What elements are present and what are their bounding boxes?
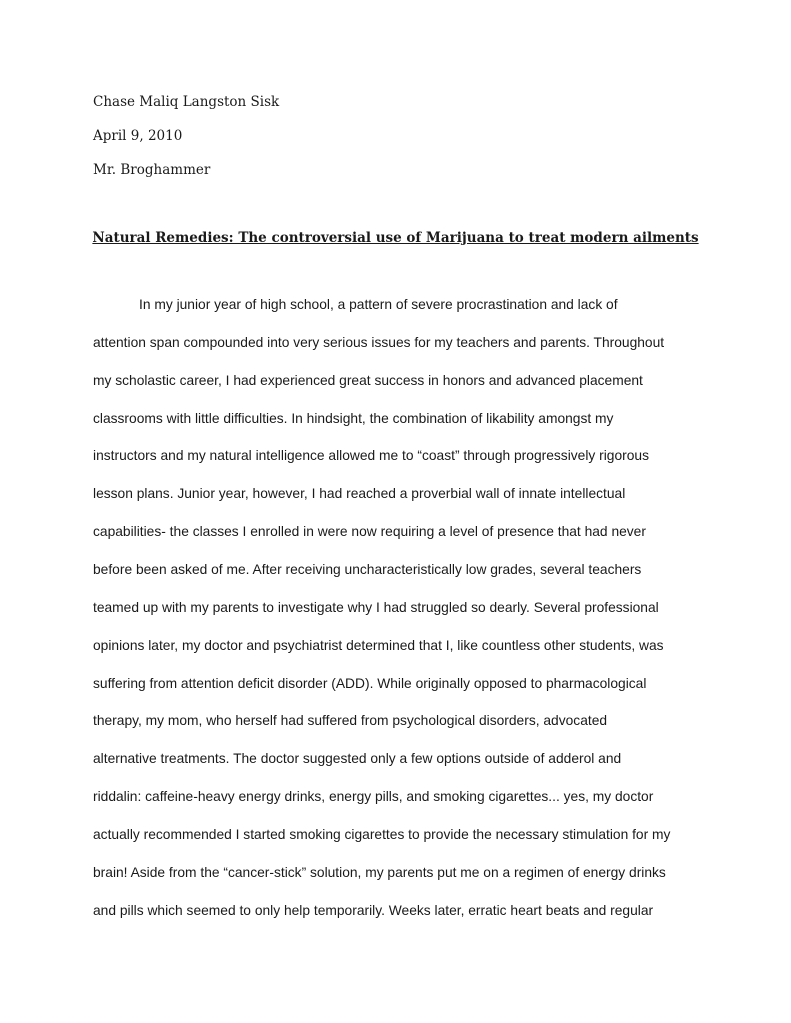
teacher-name: Mr. Broghammer (93, 162, 211, 178)
body-line: teamed up with my parents to investigate why I had struggled so dearly. Several professional (93, 600, 659, 615)
body-line: capabilities- the classes I enrolled in were now requiring a level of presence that had never (93, 524, 646, 539)
body-line: my scholastic career, I had experienced great success in honors and advanced placement (93, 373, 643, 388)
author-name: Chase Maliq Langston Sisk (93, 94, 280, 110)
body-line: before been asked of me. After receiving uncharacteristically low grades, several teachers (93, 562, 642, 577)
body-line: instructors and my natural intelligence allowed me to “coast” through progressively rigorous (93, 448, 649, 463)
body-line: brain! Aside from the “cancer-stick” solution, my parents put me on a regimen of energy drinks (93, 865, 666, 880)
body-line: actually recommended I started smoking cigarettes to provide the necessary stimulation for my (93, 827, 671, 842)
body-line: opinions later, my doctor and psychiatrist determined that I, like countless other students, was (93, 638, 664, 653)
body-line: alternative treatments. The doctor suggested only a few options outside of adderol and (93, 751, 622, 766)
essay-title: Natural Remedies: The controversial use of Marijuana to treat modern ailments (92, 230, 699, 246)
body-line: suffering from attention deficit disorder (ADD). While originally opposed to pharmacological (93, 676, 647, 691)
body-line: In my junior year of high school, a pattern of severe procrastination and lack of (139, 297, 618, 312)
essay-date: April 9, 2010 (93, 128, 183, 144)
body-line: classrooms with little difficulties. In hindsight, the combination of likability amongst my (93, 411, 614, 426)
body-line: lesson plans. Junior year, however, I had reached a proverbial wall of innate intellectual (93, 486, 626, 501)
body-line: therapy, my mom, who herself had suffered from psychological disorders, advocated (93, 713, 608, 728)
body-line: attention span compounded into very serious issues for my teachers and parents. Throughout (93, 335, 665, 350)
body-line: and pills which seemed to only help temporarily. Weeks later, erratic heart beats and regular (93, 903, 654, 918)
body-line: riddalin: caffeine-heavy energy drinks, energy pills, and smoking cigarettes... yes, my doctor (93, 789, 654, 804)
